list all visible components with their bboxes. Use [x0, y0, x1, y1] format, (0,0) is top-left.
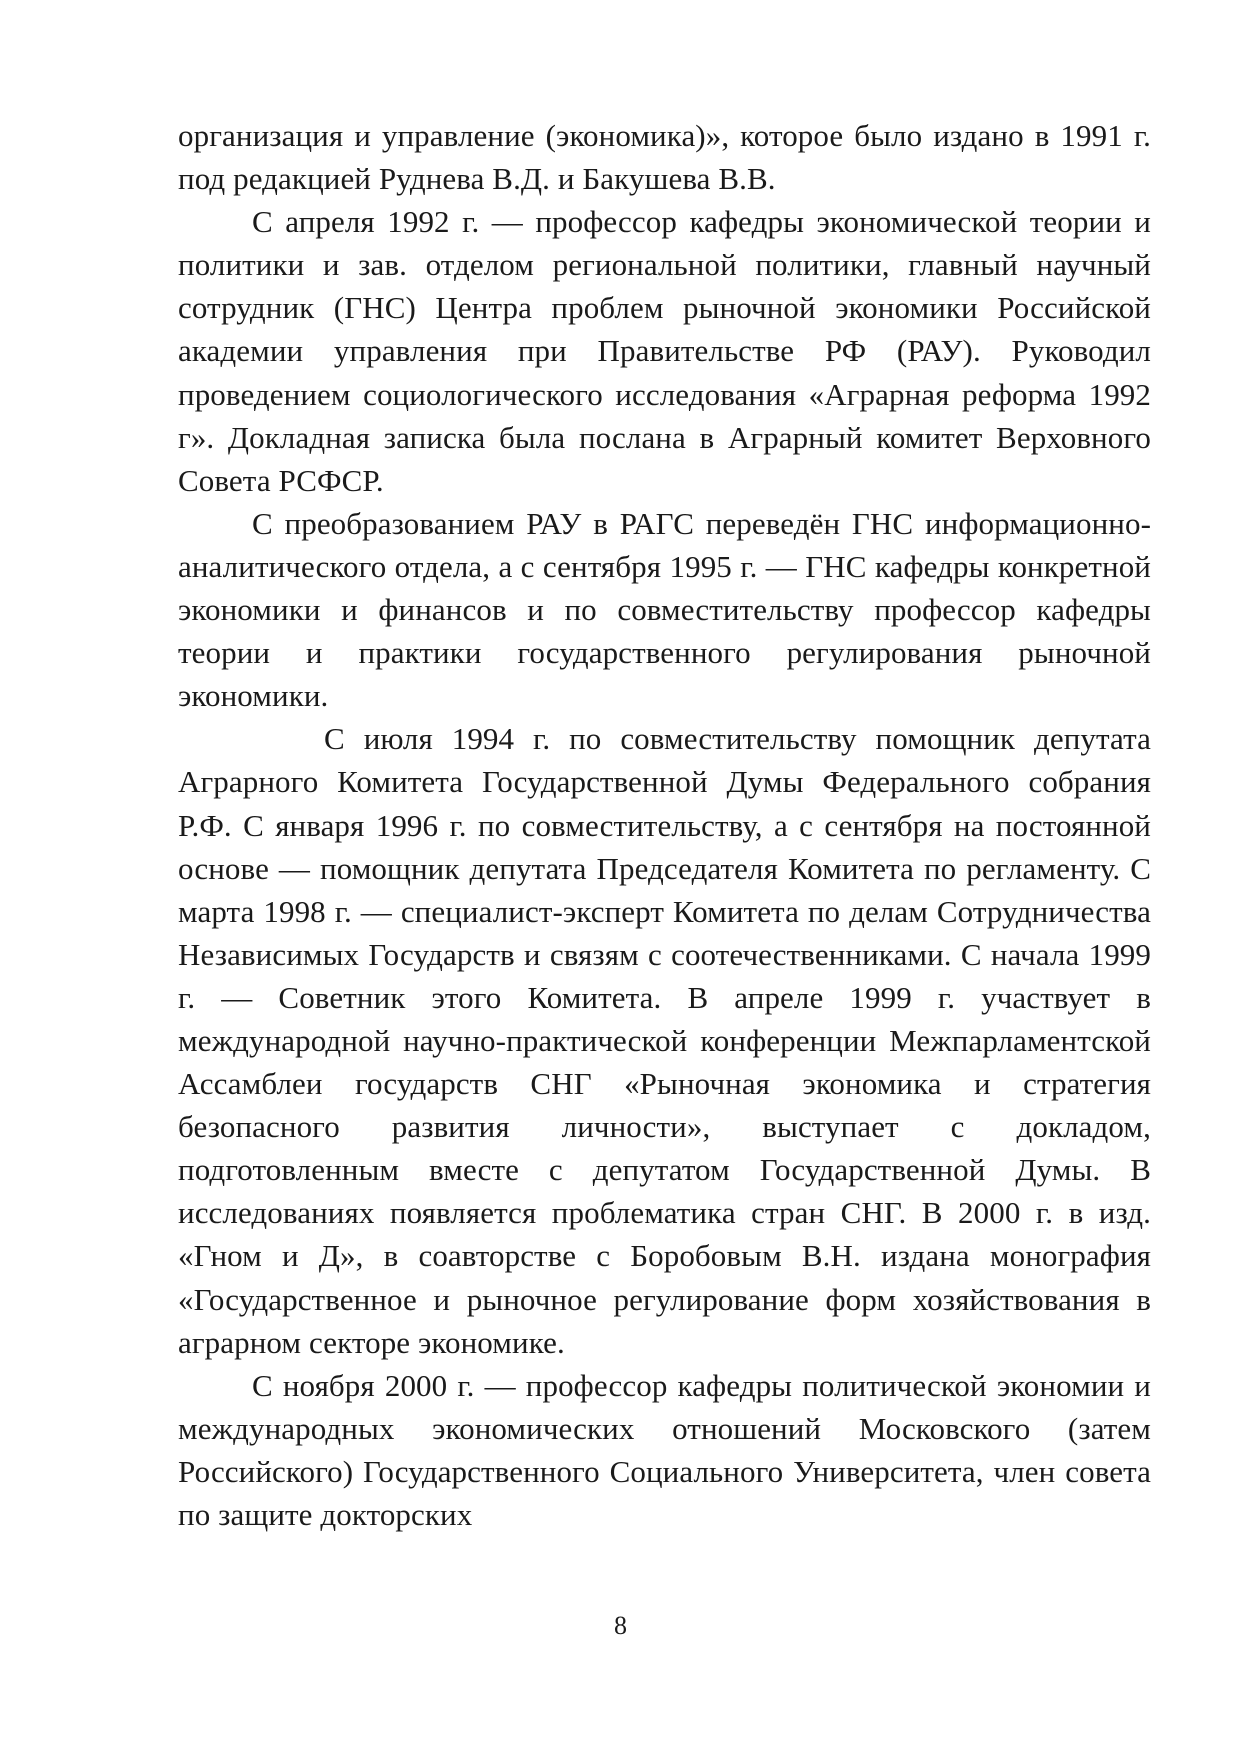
paragraph-1: организация и управление (экономика)», которое было издано в 1991 г. под редакцией Руднева В.Д. и Бакушева В.В.: [178, 118, 1151, 197]
body-text: [178, 114, 1151, 1536]
paragraph-4: С июля 1994 г. по совместительству помощник депутата Аграрного Комитета Государственной Думы Федерального собрания Р.Ф. С января 1996 г. по совместительству, а с сентября на постоянной основе — помощник депутата Председателя Комитета по регламенту. С марта 1998 г. — специалист-эксперт Комитета по делам Сотрудничества Независимых Государств и связям с соотечественниками. С начала 1999 г. — Советник этого Комитета. В апреле 1999 г. участвует в международной научно-практической конференции Межпарламентской Ассамблеи государств СНГ «Рыночная экономика и стратегия безопасного развития личности», выступает с докладом, подготовленным вместе с депутатом Государственной Думы. В исследованиях появляется проблематика стран СНГ. В 2000 г. в изд. «Гном и Д», в соавторстве с Боробовым В.Н. издана монография «Государственное и рыночное регулирование форм хозяйствования в аграрном секторе экономике.: [178, 721, 1151, 1360]
paragraph-2: С апреля 1992 г. — профессор кафедры экономической теории и политики и зав. отделом региональной политики, главный научный сотрудник (ГНС) Центра проблем рыночной экономики Российской академии управления при Правительстве РФ (РАУ). Руководил проведением социологического исследования «Аграрная реформа 1992 г». Докладная записка была послана в Аграрный комитет Верховного Совета РСФСР.: [178, 204, 1151, 498]
paragraph-3: С преобразованием РАУ в РАГС переведён ГНС информационно-аналитического отдела, а с сентября 1995 г. — ГНС кафедры конкретной экономики и финансов и по совместительству профессор кафедры теории и практики государственного регулирования рыночной экономики.: [178, 505, 1151, 714]
paragraph-5: С ноября 2000 г. — профессор кафедры политической экономии и международных экономических отношений Московского (затем Российского) Государственного Социального Университета, член совета по защите докторских: [178, 1367, 1151, 1532]
page-number: 8: [614, 1611, 627, 1640]
